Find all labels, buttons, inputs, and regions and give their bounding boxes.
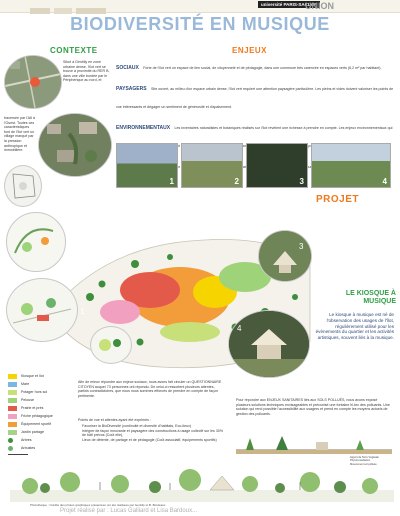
attentes-intro: Points de vue et attentes ayant été exprimés : (78, 418, 151, 422)
enjeu-text: Forte de l'îlot vert un espace de lien social, de citoyenneté et de pédagogie, dans une commune très carencée en espaces verts (6,2 m² par habitant). (143, 66, 382, 70)
enjeu-paysagers (116, 77, 396, 113)
svg-text:3: 3 (299, 242, 304, 251)
sketch-circle-3 (90, 326, 132, 364)
legend-label: Potager hors sol (21, 390, 48, 394)
site-photo-4 (311, 143, 391, 188)
legend-label: Arbustes (21, 446, 36, 450)
legend-swatch (8, 374, 17, 379)
legend-label: Mare (21, 382, 30, 386)
enjeu-label: PAYSAGERS (116, 86, 147, 92)
legend-label: Jardin partagé (21, 430, 44, 434)
scale-bar (8, 454, 28, 460)
legend-label: Équipement sportif (21, 422, 51, 426)
header-decoration (30, 2, 110, 10)
header-strip (0, 0, 400, 13)
sanitaire-paragraph: Pour répondre aux ENJEUX SANITAIRES liés aux SOLS POLLUÉS, nous avons exposé plusieurs solutions techniques envisageables et préconisé une fontaine hi-tec des polluants. Une solution qui rend possible l'accessibilité aux usagers et prend en compte les moyens actuels de gestion des polluants. (236, 398, 390, 416)
enjeu-label: SOCIAUX (116, 65, 139, 71)
attente-item: Favoriser la BioDiversité (continuité et diversité d'habitats, Eco-lieux) (82, 424, 192, 428)
section-legend-item: Phytoremédiation (350, 459, 371, 463)
legend-swatch (8, 382, 17, 387)
attente-item: Lieux de détente, de partage et de pédagogie (Coût associatif, équipements sportifs) (82, 437, 217, 442)
authors-line: Projet réalisé par : Lucas Galliard et Lisa Bardoux... (60, 508, 198, 514)
landscape-sketch (10, 462, 394, 502)
legend-swatch (8, 422, 17, 427)
enjeux-title: ENJEUX (232, 46, 268, 55)
union-logo: UNION (305, 1, 334, 11)
plan-sketch-circle (4, 165, 42, 207)
enjeu-text: Site ouvert, au milieu d'un espace urbain dense, l'îlot vert requiert une attention paysagère particulière. Les pleins et vides doivent valoriser les points de vue intéressants et dégager un sentiment de générosité et d'apaisement. (116, 87, 394, 109)
sketch-circle-2 (6, 278, 78, 342)
enjeu-text: Les inventaires naturalistes et botaniques réalisés sur l'îlot révèlent une richesse à prendre en compte. Les enjeux environnementaux qui (174, 126, 393, 130)
svg-text:4: 4 (237, 324, 242, 333)
contexte-title: CONTEXTE (50, 46, 98, 55)
photo-credits: Photothèque : Crédits des photos graphiques présentées ont été réalisées par Gentilly et B. Bordeaux (30, 503, 166, 507)
legend-label: Kiosque et îlot (21, 374, 44, 378)
legend-swatch (8, 398, 17, 403)
legend-swatch (8, 446, 13, 451)
kiosque-title-line-2: MUSIQUE (363, 298, 396, 305)
legend-swatch (8, 430, 17, 435)
questionnaire-paragraph: Afin de mieux répondre aux enjeux sociaux, nous avons fait circuler un QUESTIONNAIRE CITOYEN auquel 73 personnes ont répondu. De celui-ci ressortent plusieurs attentes, parfois contradictoires, que nous nous sommes efforcés de prendre en compte de façon pertinente. (78, 380, 222, 398)
kiosk-photo-circle (228, 310, 310, 378)
photo-number: 4 (382, 177, 387, 186)
enjeu-text: pour (304, 165, 312, 169)
photo-number: 1 (169, 177, 174, 186)
legend-label: Pelouse (21, 398, 34, 402)
page-title: BIODIVERSITÉ EN MUSIQUE (70, 14, 330, 34)
legend-label: Prairie et prés (21, 406, 44, 410)
contexte-paragraph-2: traversée par l'A6 à l'Ouest. Toutes ces caractéristiques font de l'îlot vert un village marqué par la pression anthropique et immobilière. (4, 116, 36, 153)
kiosque-title-line-1: LE KIOSQUE À (345, 290, 396, 297)
section-legend-item: Mouvement sol polluée (350, 462, 377, 466)
attente-item: Intégrer de façon innovante et paysagère des constructions à usage collectif sur les 30% de bâti prévus (Coût elle), (82, 428, 224, 438)
photo-number: 2 (234, 177, 239, 186)
aerial-map-circle (4, 55, 62, 109)
satellite-photo-circle (38, 113, 112, 177)
site-photo-3 (246, 143, 308, 188)
legend-label: Friche pédagogique (21, 414, 53, 418)
legend-swatch (8, 390, 17, 395)
section-drawing (236, 432, 392, 456)
university-logo: université PARIS-SACLAY (258, 1, 320, 8)
sketch-circle-1 (6, 212, 66, 272)
photo-number: 3 (299, 177, 304, 186)
site-photo-1 (116, 143, 178, 188)
legend-label: Arbres (21, 438, 32, 442)
legend-swatch (8, 438, 13, 443)
enjeu-sociaux (116, 56, 396, 74)
projet-title: PROJET (316, 194, 360, 205)
enjeu-label: ENVIRONNEMENTAUX (116, 125, 171, 131)
section-legend-item: Apport de Terre Végétale (350, 456, 379, 459)
site-photo-2 (181, 143, 243, 188)
legend-swatch (8, 406, 17, 411)
legend-swatch (8, 414, 17, 419)
kiosque-text: Le kiosque à musique est né de l'observation des usages de l'îlot, régulièrement utilisé pour les évènements du quartier et les activités artistiques, souvent liés à la musique. (315, 312, 394, 341)
attentes-list (82, 424, 224, 442)
kiosk-photo-circle-top (258, 230, 312, 282)
kiosque-title (312, 290, 396, 306)
contexte-paragraph-1: Situé à Gentilly en zone urbaine dense, l'îlot vert se trouve à proximité du RER B, dans une ville bordée par le Périphérique au nord, et (63, 60, 110, 83)
svg-text:1: 1 (80, 307, 85, 316)
